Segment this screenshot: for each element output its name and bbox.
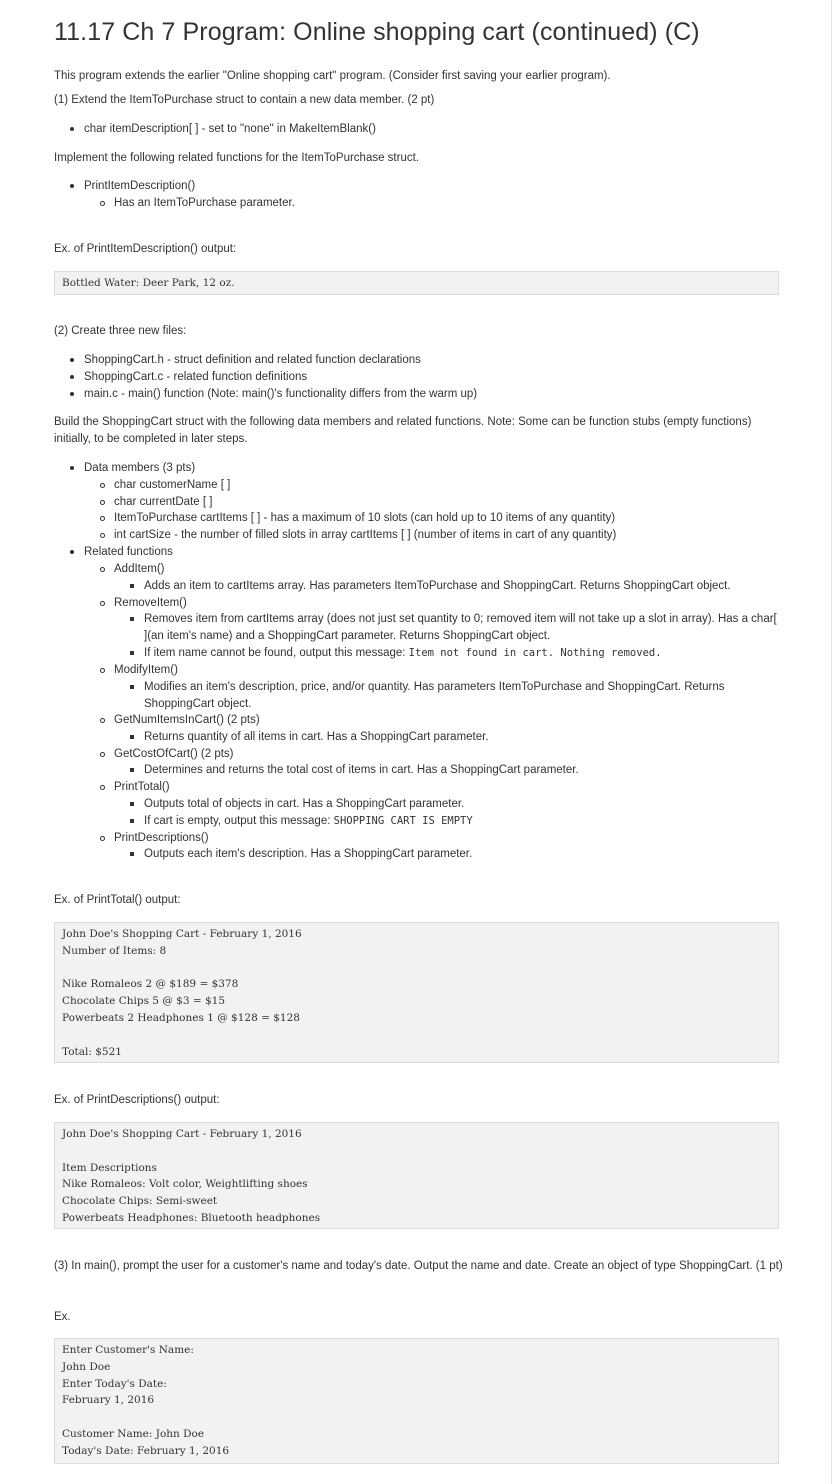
data-member-item: ItemToPurchase cartItems [ ] - has a maximum of 10 slots (can hold up to 10 items of any quantity) [114, 510, 615, 527]
code-line: Customer Name: John Doe [62, 1427, 205, 1440]
code-line: Enter Customer's Name: [62, 1344, 194, 1356]
code-block-item-description [54, 271, 779, 295]
step3-ex-label: Ex. [54, 1311, 71, 1323]
code-block-printdescriptions [54, 1122, 779, 1229]
code-line: Enter Today's Date: [62, 1377, 167, 1390]
func-removeitem: RemoveItem() [114, 595, 187, 612]
code-line: Total: $521 [62, 1045, 122, 1058]
implement-text: Implement the following related functions for the ItemToPurchase struct. [54, 152, 419, 164]
step2-heading: (2) Create three new files: [54, 325, 187, 337]
code-line: Today's Date: February 1, 2016 [62, 1444, 230, 1457]
code-line: Nike Romaleos: Volt color, Weightlifting shoes [62, 1178, 308, 1191]
code-line: John Doe [62, 1360, 111, 1373]
build-text: Build the ShoppingCart struct with the following data members and related functions. Note: Some can be function stubs (empty functions) initially, to be completed in later steps. [54, 416, 752, 445]
ex-printtotal-label: Ex. of PrintTotal() output: [54, 894, 181, 906]
data-member-item: int cartSize - the number of filled slots in array cartItems [ ] (number of items in cart of any quantity) [114, 527, 616, 544]
step1-heading: (1) Extend the ItemToPurchase struct to contain a new data member. (2 pt) [54, 94, 435, 106]
code-line: Powerbeats Headphones: Bluetooth headphones [62, 1211, 321, 1224]
func-removeitem-desc: Removes item from cartItems array (does not just set quantity to 0; removed item will not take up a slot in array). Has a char[ ](an item's name) and a ShoppingCart parameter. Returns ShoppingCart object. [144, 611, 780, 645]
empty-message-code: SHOPPING CART IS EMPTY [333, 815, 473, 827]
step3-text: (3) In main(), prompt the user for a customer's name and today's date. Output the name and date. Create an object of type ShoppingCart. (1 pt) [54, 1260, 783, 1272]
notfound-message-code: Item not found in cart. Nothing removed. [408, 647, 662, 659]
func-getnumitems-desc: Returns quantity of all items in cart. Has a ShoppingCart parameter. [144, 729, 489, 746]
code-block-main-prompt [54, 1338, 779, 1464]
func-modifyitem-desc: Modifies an item's description, price, and/or quantity. Has parameters ItemToPurchase and ShoppingCart. Returns ShoppingCart object. [144, 679, 764, 713]
func-printtotal: PrintTotal() [114, 779, 170, 796]
ex-printdescriptions-label: Ex. of PrintDescriptions() output: [54, 1094, 220, 1106]
notfound-text: If item name cannot be found, output this message: [144, 647, 409, 659]
code-line: John Doe's Shopping Cart - February 1, 2016 [62, 1128, 302, 1140]
code-line: John Doe's Shopping Cart - February 1, 2016 [62, 928, 302, 940]
code-line: Nike Romaleos 2 @ $189 = $378 [62, 978, 239, 991]
func-printtotal-desc: Outputs total of objects in cart. Has a ShoppingCart parameter. [144, 796, 464, 813]
func-getcost-desc: Determines and returns the total cost of items in cart. Has a ShoppingCart parameter. [144, 762, 579, 779]
code-line: Powerbeats 2 Headphones 1 @ $128 = $128 [62, 1011, 300, 1024]
func-printdescriptions-desc: Outputs each item's description. Has a ShoppingCart parameter. [144, 846, 472, 863]
func-additem-desc: Adds an item to cartItems array. Has parameters ItemToPurchase and ShoppingCart. Returns ShoppingCart object. [144, 578, 731, 595]
code-line: Item Descriptions [62, 1161, 157, 1174]
func-removeitem-notfound [144, 645, 662, 662]
code-line [62, 1143, 771, 1160]
code-line [62, 960, 771, 977]
file-item: main.c - main() function (Note: main()'s functionality differs from the warm up) [84, 386, 477, 403]
step1-bullet: char itemDescription[ ] - set to "none" in MakeItemBlank() [84, 121, 376, 138]
func-printdescriptions: PrintDescriptions() [114, 830, 209, 847]
code-line: February 1, 2016 [62, 1394, 155, 1407]
code-block-printtotal [54, 922, 779, 1063]
data-member-item: char currentDate [ ] [114, 494, 212, 511]
file-item: ShoppingCart.h - struct definition and related function declarations [84, 352, 421, 369]
intro-text: This program extends the earlier "Online shopping cart" program. (Consider first saving your earlier program). [54, 70, 611, 82]
code-line: Bottled Water: Deer Park, 12 oz. [62, 277, 235, 289]
code-line: Number of Items: 8 [62, 944, 167, 957]
func-getcost: GetCostOfCart() (2 pts) [114, 746, 234, 763]
page-title: 11.17 Ch 7 Program: Online shopping cart (continued) (C) [54, 18, 700, 46]
func-printtotal-empty [144, 813, 473, 830]
print-item-description-func: PrintItemDescription() [84, 178, 195, 195]
print-item-description-sub: Has an ItemToPurchase parameter. [114, 195, 295, 212]
data-member-item: char customerName [ ] [114, 477, 230, 494]
func-getnumitems: GetNumItemsInCart() (2 pts) [114, 712, 260, 729]
code-line [62, 1409, 771, 1426]
func-modifyitem: ModifyItem() [114, 662, 178, 679]
related-functions-label: Related functions [84, 544, 173, 561]
data-members-label: Data members (3 pts) [84, 460, 195, 477]
empty-text: If cart is empty, output this message: [144, 815, 334, 827]
code-line: Chocolate Chips 5 @ $3 = $15 [62, 995, 226, 1008]
code-line: Chocolate Chips: Semi-sweet [62, 1195, 218, 1208]
code-line [62, 1027, 771, 1044]
ex-print-item-description-label: Ex. of PrintItemDescription() output: [54, 243, 237, 255]
func-additem: AddItem() [114, 561, 165, 578]
file-item: ShoppingCart.c - related function definitions [84, 369, 307, 386]
